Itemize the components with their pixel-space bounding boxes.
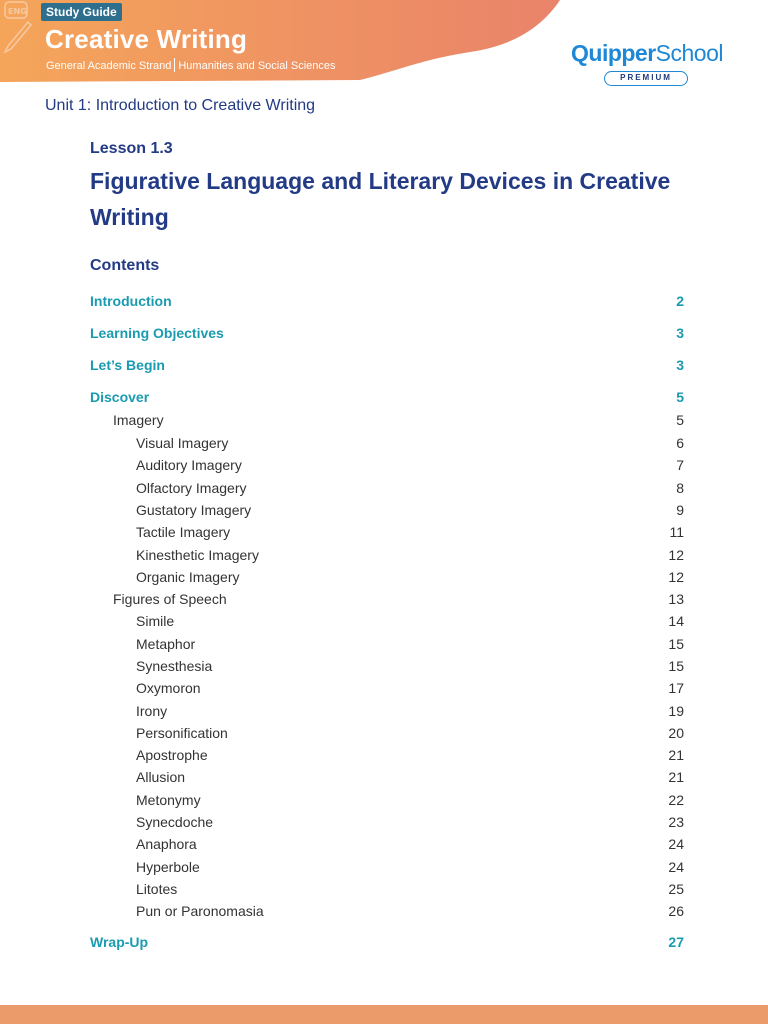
toc-page: 5: [676, 412, 684, 428]
toc-label: Learning Objectives: [90, 325, 224, 341]
toc-label: Visual Imagery: [136, 435, 229, 451]
toc-label: Oxymoron: [136, 680, 201, 696]
toc-page: 23: [668, 814, 684, 830]
toc-label: Introduction: [90, 293, 172, 309]
toc-label: Synecdoche: [136, 814, 214, 830]
toc-page: 15: [668, 636, 684, 652]
toc-label: Simile: [136, 613, 175, 629]
toc-page: 27: [668, 934, 684, 950]
toc-label: Auditory Imagery: [136, 457, 242, 473]
unit-heading: Unit 1: Introduction to Creative Writing: [45, 97, 316, 114]
toc-entry-litotes[interactable]: [90, 881, 684, 897]
toc-entry-wrap-up[interactable]: [90, 934, 684, 950]
toc-page: 9: [676, 502, 684, 518]
toc-page: 3: [676, 357, 684, 373]
toc-entry-discover[interactable]: [90, 389, 684, 405]
toc-label: Gustatory Imagery: [136, 502, 252, 518]
subject-title: Creative Writing: [45, 24, 248, 54]
study-guide-badge: Study Guide: [41, 3, 122, 21]
toc-page: 20: [668, 725, 684, 741]
toc-entry-visual-imagery[interactable]: [90, 435, 684, 451]
strand-right: Humanities and Social Sciences: [178, 60, 336, 72]
toc-entry-anaphora[interactable]: [90, 836, 684, 852]
toc-page: 19: [668, 703, 684, 719]
toc-label: Litotes: [136, 881, 178, 897]
toc-page: 24: [668, 836, 684, 852]
toc-page: 13: [668, 591, 684, 607]
toc-entry-lets-begin[interactable]: [90, 357, 684, 373]
toc-label: Allusion: [136, 769, 186, 785]
toc-label: Personification: [136, 725, 228, 741]
toc-entry-synesthesia[interactable]: [90, 658, 684, 674]
toc-page: 7: [676, 457, 684, 473]
toc-entry-kinesthetic-imagery[interactable]: [90, 547, 684, 563]
toc-page: 6: [676, 435, 684, 451]
toc-label: Tactile Imagery: [136, 524, 231, 540]
toc-entry-learning-objectives[interactable]: [90, 325, 684, 341]
toc-entry-hyperbole[interactable]: [90, 859, 684, 875]
toc-label: Figures of Speech: [113, 591, 227, 607]
toc-label: Imagery: [113, 412, 164, 428]
toc-page: 15: [668, 658, 684, 674]
toc-label: Irony: [136, 703, 168, 719]
toc-label: Apostrophe: [136, 747, 208, 763]
toc-entry-synecdoche[interactable]: [90, 814, 684, 830]
contents-heading: Contents: [90, 257, 160, 274]
toc-page: 2: [676, 293, 684, 309]
toc-entry-metonymy[interactable]: [90, 792, 684, 808]
toc-label: Organic Imagery: [136, 569, 240, 585]
toc-page: 3: [676, 325, 684, 341]
toc-label: Metonymy: [136, 792, 201, 808]
strand-left: General Academic Strand: [46, 60, 172, 72]
footer-band: [0, 1005, 768, 1024]
toc-entry-personification[interactable]: [90, 725, 684, 741]
toc-entry-pun-or-paronomasia[interactable]: [90, 903, 684, 919]
toc-label: Kinesthetic Imagery: [136, 547, 259, 563]
lesson-number: Lesson 1.3: [90, 140, 173, 157]
toc-page: 11: [669, 524, 684, 540]
toc-entry-simile[interactable]: [90, 613, 684, 629]
svg-text:ENG: ENG: [8, 7, 27, 16]
toc-label: Discover: [90, 389, 150, 405]
toc-label: Anaphora: [136, 836, 197, 852]
toc-entry-tactile-imagery[interactable]: [90, 524, 684, 540]
toc-entry-gustatory-imagery[interactable]: [90, 502, 684, 518]
brand-name-light: School: [655, 40, 723, 66]
toc-label: Synesthesia: [136, 658, 213, 674]
toc-label: Wrap-Up: [90, 934, 149, 950]
toc-page: 17: [668, 680, 684, 696]
toc-entry-introduction[interactable]: [90, 293, 684, 309]
toc-entry-auditory-imagery[interactable]: [90, 457, 684, 473]
toc-entry-allusion[interactable]: [90, 769, 684, 785]
toc-entry-oxymoron[interactable]: [90, 680, 684, 696]
toc-label: Pun or Paronomasia: [136, 903, 264, 919]
toc-entry-apostrophe[interactable]: [90, 747, 684, 763]
brand-tier-pill: PREMIUM: [604, 71, 688, 86]
toc-entry-olfactory-imagery[interactable]: [90, 480, 684, 496]
toc-page: 8: [676, 480, 684, 496]
toc-label: Let’s Begin: [90, 357, 165, 373]
toc-label: Hyperbole: [136, 859, 200, 875]
toc-entry-figures-of-speech[interactable]: [90, 591, 684, 607]
toc-page: 24: [668, 859, 684, 875]
toc-page: 25: [668, 881, 684, 897]
toc-page: 12: [668, 569, 684, 585]
toc-entry-imagery[interactable]: [90, 412, 684, 428]
toc-page: 5: [676, 389, 684, 405]
toc-page: 26: [668, 903, 684, 919]
toc-page: 22: [668, 792, 684, 808]
toc-label: Olfactory Imagery: [136, 480, 247, 496]
toc-entry-irony[interactable]: [90, 703, 684, 719]
lesson-title: Figurative Language and Literary Devices in Creative Writing: [90, 168, 671, 230]
toc-label: Metaphor: [136, 636, 196, 652]
toc-page: 21: [668, 747, 684, 763]
toc-entry-organic-imagery[interactable]: [90, 569, 684, 585]
toc-page: 14: [668, 613, 684, 629]
toc-entry-metaphor[interactable]: [90, 636, 684, 652]
brand-name-bold: Quipper: [571, 40, 656, 66]
toc-page: 12: [668, 547, 684, 563]
toc-page: 21: [668, 769, 684, 785]
